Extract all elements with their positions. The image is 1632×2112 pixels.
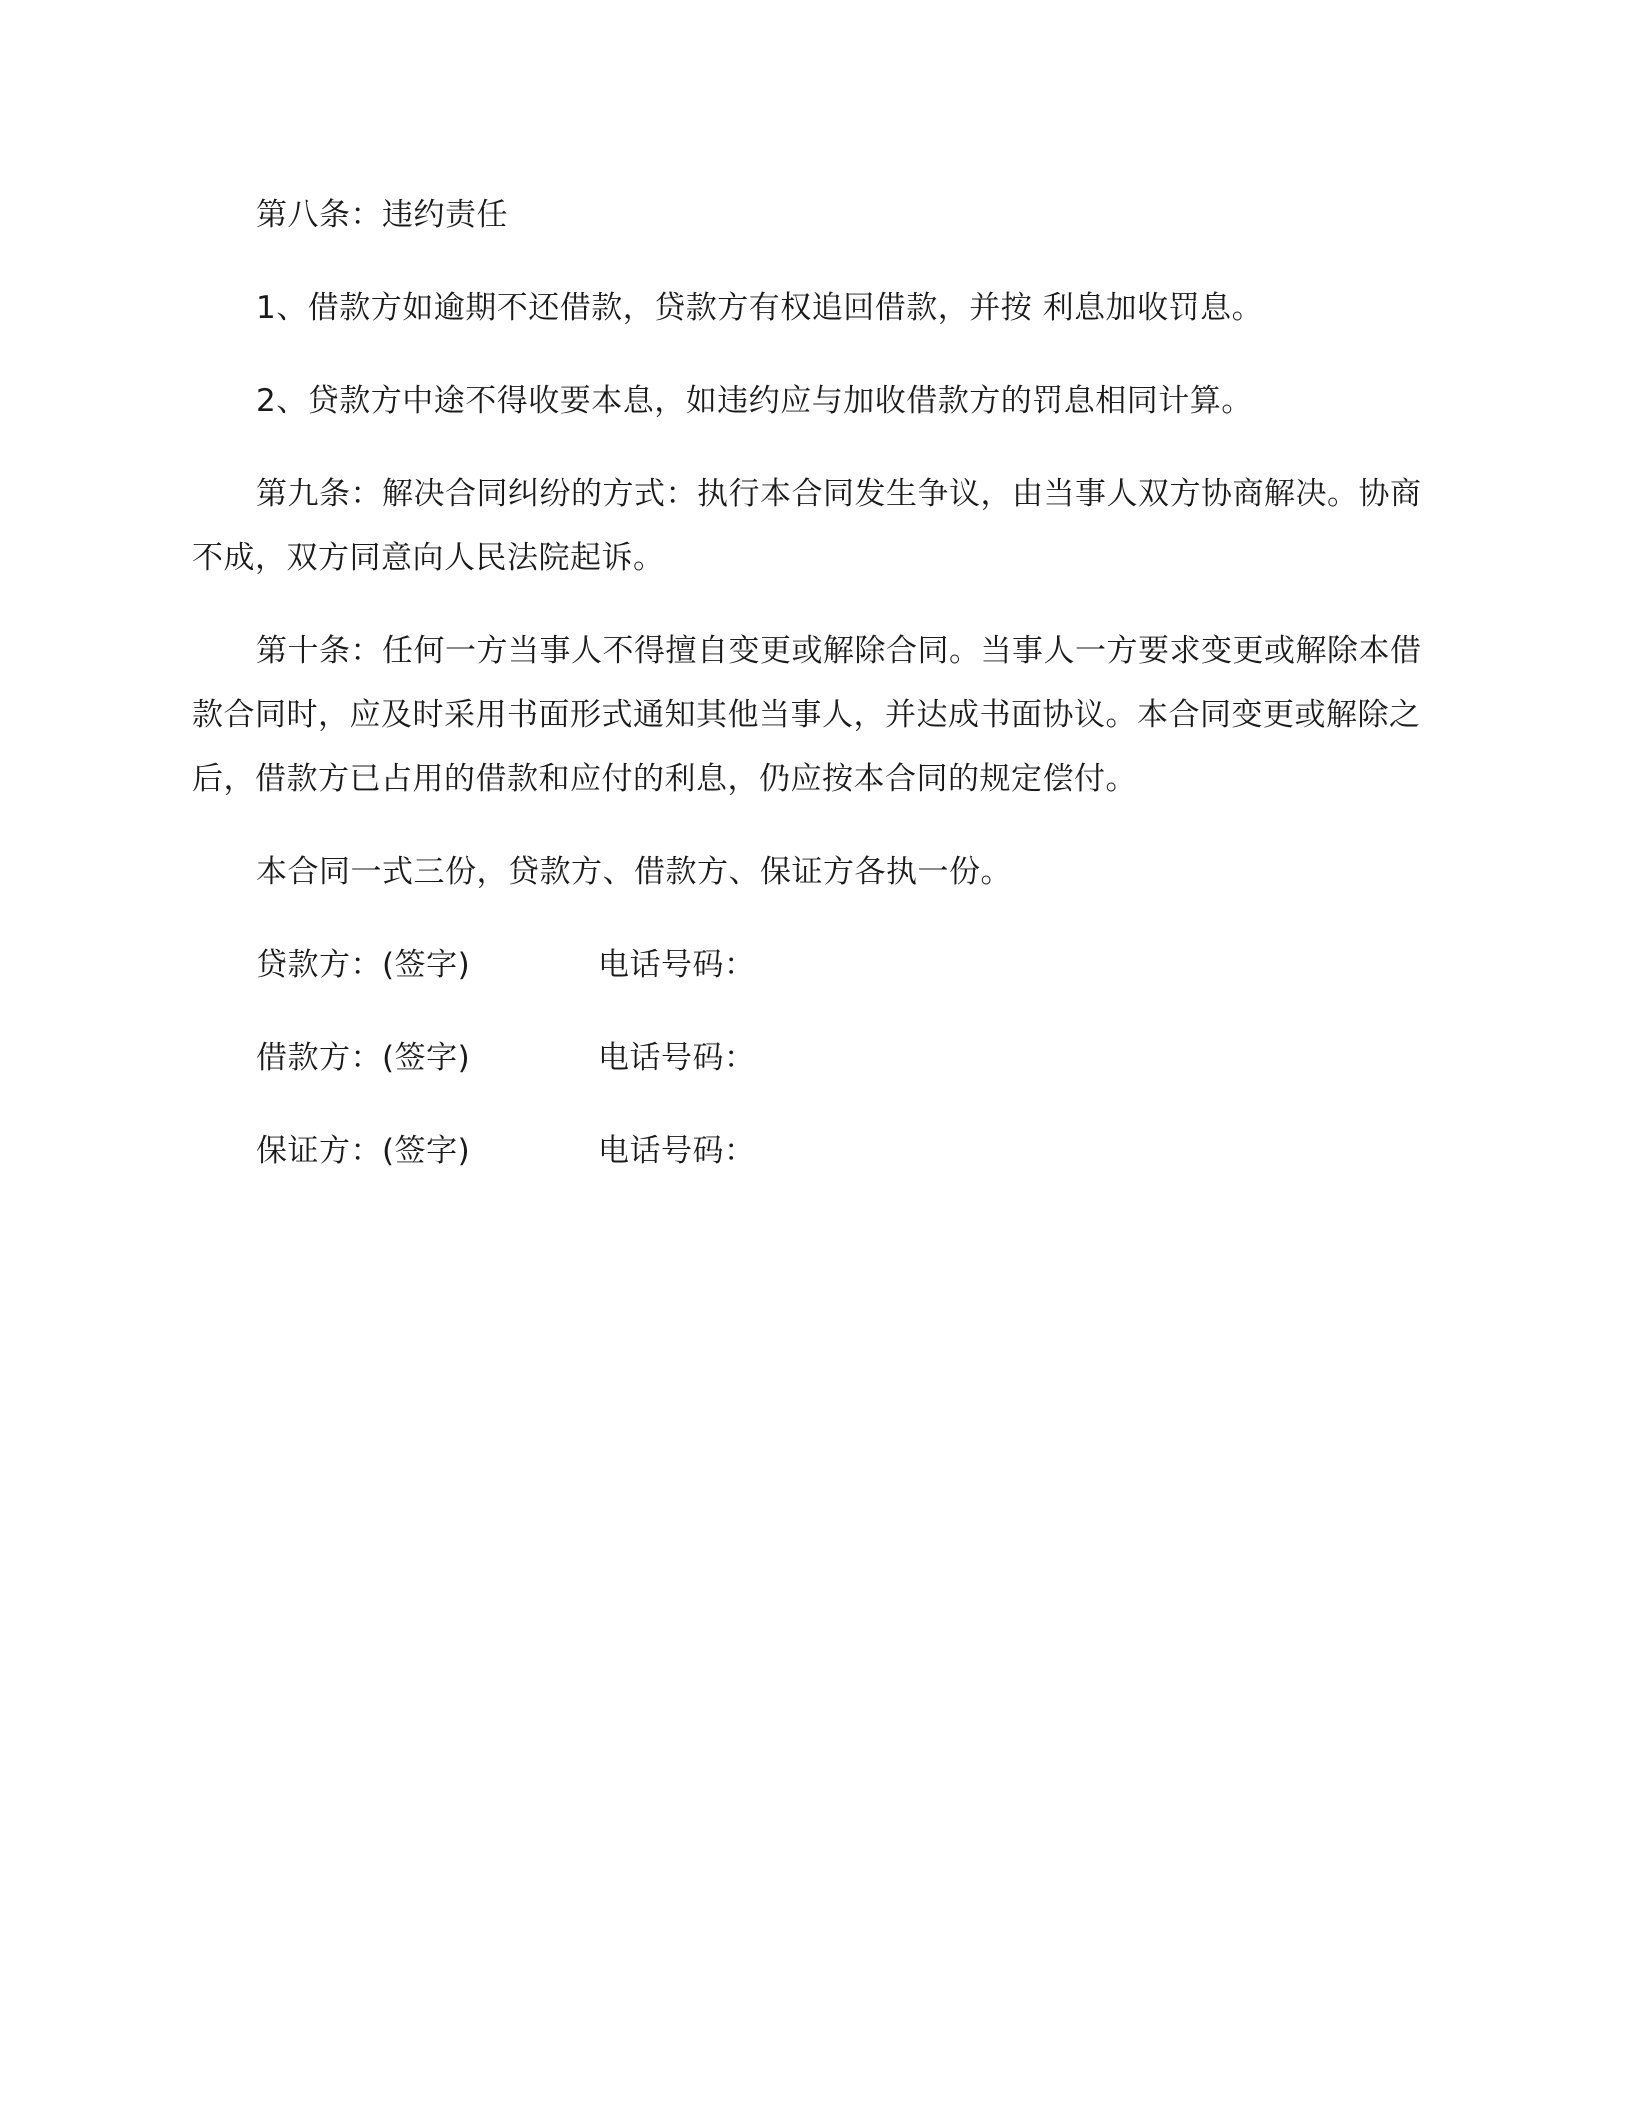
signature-row-lender: [192, 933, 1442, 997]
article-8-heading: 第八条：违约责任: [256, 197, 508, 233]
article-8-clause-1: 1、借款方如逾期不还借款，贷款方有权追回借款，并按 利息加收罚息。: [256, 290, 1264, 326]
article-10: 第十条：任何一方当事人不得擅自变更或解除合同。当事人一方要求变更或解除本借款合同时，应及时采用书面形式通知其他当事人，并达成书面协议。本合同变更或解除之后，借款方已占用的借款和应付的利息，仍应按本合同的规定偿付。: [192, 633, 1422, 797]
document-body: [192, 183, 1442, 1212]
signature-party-label: 贷款方：(签字): [256, 947, 471, 983]
signature-party-label: 保证方：(签字): [256, 1133, 471, 1169]
signature-phone-label: 电话号码：: [598, 1133, 756, 1169]
signature-phone-label: 电话号码：: [598, 1040, 756, 1076]
article-8-clause-2: 2、贷款方中途不得收要本息，如违约应与加收借款方的罚息相同计算。: [256, 383, 1253, 419]
signature-row-borrower: [192, 1026, 1442, 1090]
signature-party-label: 借款方：(签字): [256, 1040, 471, 1076]
signature-row-guarantor: [192, 1119, 1442, 1183]
signature-phone-label: 电话号码：: [598, 947, 756, 983]
article-9: 第九条：解决合同纠纷的方式：执行本合同发生争议，由当事人双方协商解决。协商不成，双方同意向人民法院起诉。: [192, 476, 1422, 576]
copies-clause: 本合同一式三份，贷款方、借款方、保证方各执一份。: [256, 854, 1012, 890]
